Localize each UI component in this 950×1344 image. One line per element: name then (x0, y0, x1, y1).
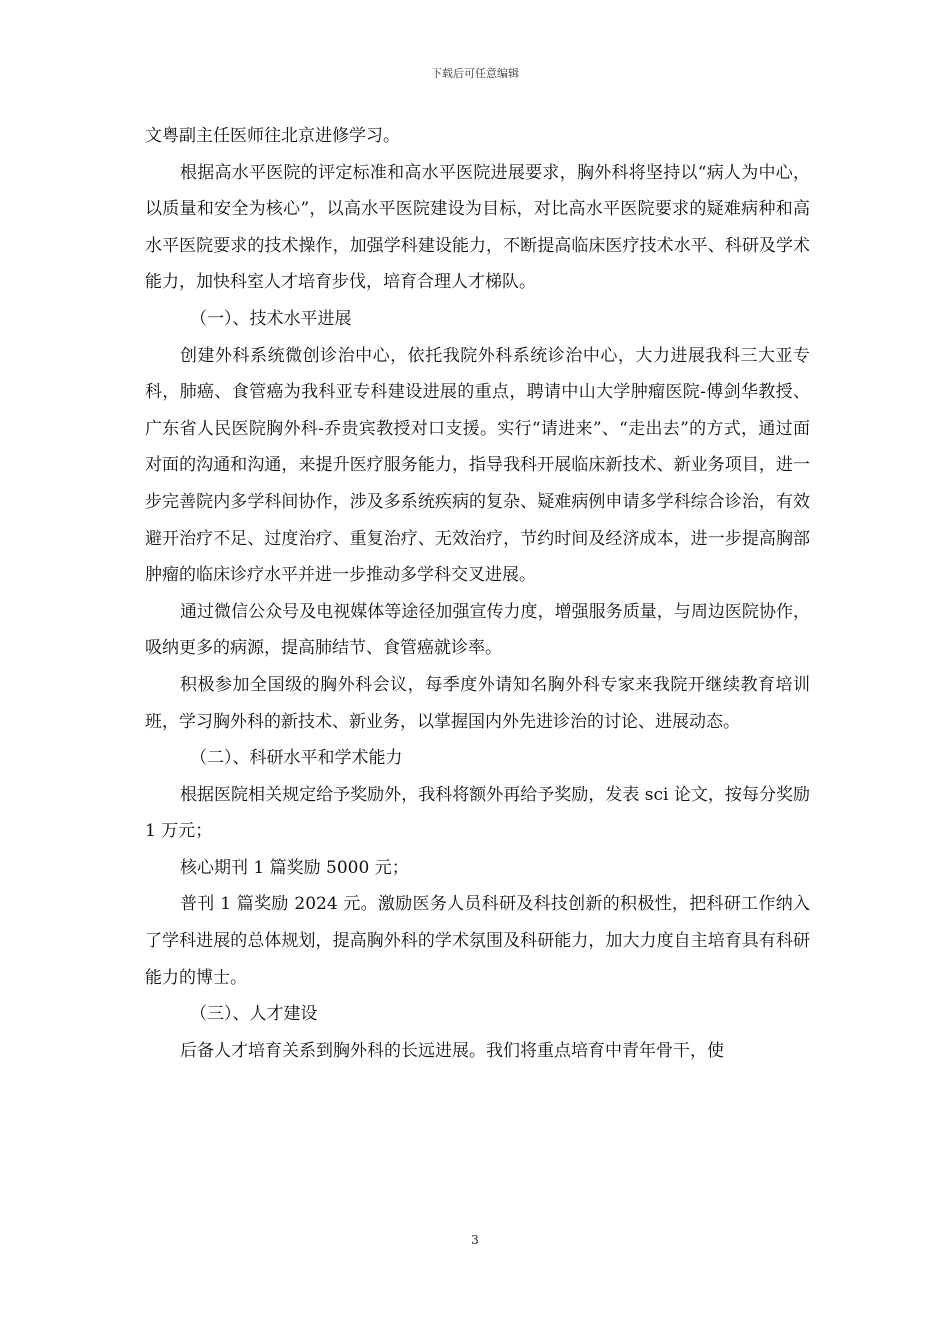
section-heading-talent: （三）、人才建设 (190, 1004, 318, 1025)
paragraph-intro: 根据高水平医院的评定标准和高水平医院进展要求，胸外科将坚持以“病人为中心，以质量和安全为核心”，以高水平医院建设为目标，对比高水平医院要求的疑难病种和高水平医院要求的技术操作，加强学科建设能力，不断提高临床医疗技术水平、科研及学术能力，加快科室人才培育步伐，培育合理人才梯队。 (145, 162, 810, 293)
document-body (145, 118, 810, 1069)
page-header-note: 下载后可任意编辑 (431, 67, 519, 80)
paragraph-publicity: 通过微信公众号及电视媒体等途径加强宣传力度，增强服务质量，与周边医院协作，吸纳更多的病源，提高肺结节、食管癌就诊率。 (145, 601, 810, 659)
page-number: 3 (471, 1233, 479, 1247)
paragraph-continuation: 文粤副主任医师往北京进修学习。 (145, 126, 400, 146)
paragraph-conferences: 积极参加全国级的胸外科会议，每季度外请知名胸外科专家来我院开继续教育培训班，学习胸外科的新技术、新业务，以掌握国内外先进诊治的讨论、进展动态。 (145, 674, 810, 732)
paragraph-talent: 后备人才培育关系到胸外科的长远进展。我们将重点培育中青年骨干，使 (180, 1040, 724, 1061)
paragraph-technology-center: 创建外科系统微创诊治中心，依托我院外科系统诊治中心，大力进展我科三大亚专科，肺癌、食管癌为我科亚专科建设进展的重点，聘请中山大学肿瘤医院-傅剑华教授、广东省人民医院胸外科-乔贵宾教授对口支援。实行“请进来”、“走出去”的方式，通过面对面的沟通和沟通，来提升医疗服务能力，指导我科开展临床新技术、新业务项目，进一步完善院内多学科间协作，涉及多系统疾病的复杂、疑难病例申请多学科综合诊治，有效避开治疗不足、过度治疗、重复治疗、无效治疗，节约时间及经济成本，进一步提高胸部肿瘤的临床诊疗水平并进一步推动多学科交叉进展。 (145, 345, 810, 586)
paragraph-core-journal-reward: 核心期刊 1 篇奖励 5000 元； (180, 857, 409, 878)
section-heading-technology: （一）、技术水平进展 (190, 308, 352, 329)
section-heading-research: （二）、科研水平和学术能力 (190, 748, 403, 769)
paragraph-general-journal-reward: 普刊 1 篇奖励 2024 元。激励医务人员科研及科技创新的积极性，把科研工作纳入了学科进展的总体规划，提高胸外科的学术氛围及科研能力，加大力度自主培育具有科研能力的博士。 (145, 894, 810, 988)
paragraph-sci-reward: 根据医院相关规定给予奖励外，我科将额外再给予奖励，发表 sci 论文，按每分奖励 1 万元； (145, 784, 810, 842)
